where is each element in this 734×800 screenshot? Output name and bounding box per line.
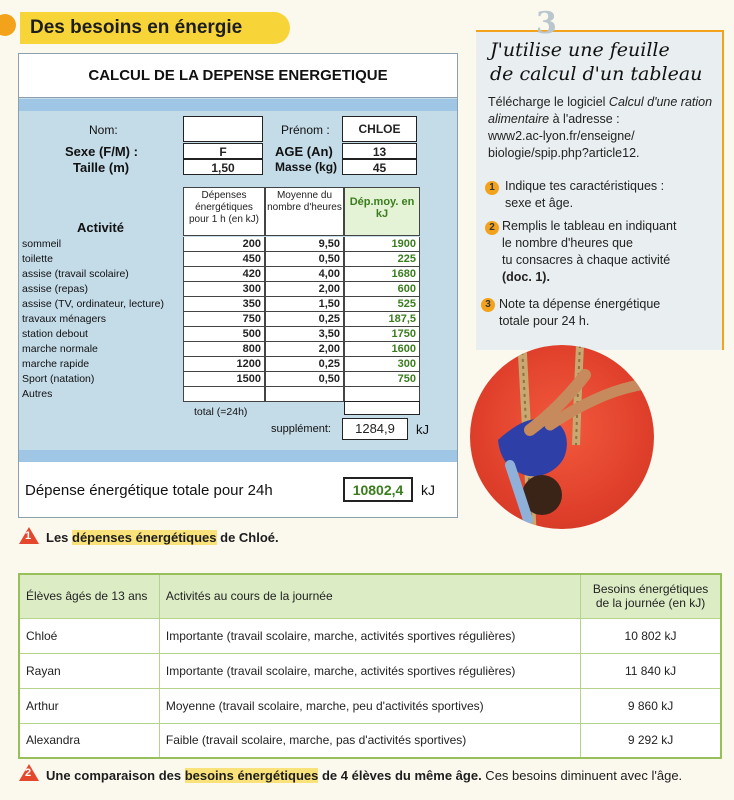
activity-v3-cell[interactable]: 1600: [344, 342, 420, 357]
step-3-bullet: 3: [481, 298, 495, 312]
activity-name: Sport (natation): [22, 373, 95, 385]
step-1-line1: Indique tes caractéristiques :: [505, 179, 665, 193]
step-2-line1: Remplis le tableau en indiquant: [502, 219, 677, 233]
supplement-unit: kJ: [416, 422, 429, 437]
activity-v3-cell[interactable]: 225: [344, 252, 420, 267]
activity-v2-cell[interactable]: 3,50: [265, 327, 344, 342]
activity-name: travaux ménagers: [22, 313, 107, 325]
table-header-activites: Activités au cours de la journée: [159, 574, 580, 618]
activity-v2-cell[interactable]: 1,50: [265, 297, 344, 312]
activity-row: [22, 282, 452, 297]
activity-name: marche rapide: [22, 358, 90, 370]
total-energy-unit: kJ: [421, 482, 435, 498]
step-3-line1: Note ta dépense énergétique: [499, 297, 661, 311]
masse-label: Masse (kg): [275, 160, 338, 174]
sexe-cell[interactable]: F: [183, 143, 263, 159]
nom-label: Nom:: [89, 123, 118, 137]
activity-name: assise (TV, ordinateur, lecture): [22, 298, 165, 310]
sexe-label: Sexe (F/M) :: [65, 144, 138, 159]
activity-v2-cell[interactable]: 0,25: [265, 357, 344, 372]
age-label: AGE (An): [275, 144, 333, 159]
panel-intro-1: Télécharge le logiciel: [488, 95, 606, 109]
activity-row: [22, 267, 452, 282]
gymnast-photo: [470, 345, 654, 529]
total-cell[interactable]: [344, 401, 420, 415]
panel-intro-2: à l'adresse :: [552, 112, 620, 126]
student-name: Arthur: [19, 688, 159, 723]
step-1-bullet: 1: [485, 181, 499, 195]
activity-row: [22, 327, 452, 342]
activity-row: [22, 312, 452, 327]
table-header-eleves: Élèves âgés de 13 ans: [19, 574, 159, 618]
activity-level: Importante (travail scolaire, marche, activités sportives régulières): [159, 618, 580, 653]
activity-name: marche normale: [22, 343, 98, 355]
activity-v1-cell[interactable]: 750: [183, 312, 265, 327]
supplement-value[interactable]: 1284,9: [342, 418, 408, 440]
activity-v3-cell[interactable]: 300: [344, 357, 420, 372]
sheet-stripe: [19, 99, 457, 111]
table-header-besoins: Besoins énergétiques de la journée (en kJ): [581, 574, 721, 618]
step-2-line4: (doc. 1).: [502, 270, 550, 284]
activity-name: assise (repas): [22, 283, 88, 295]
activity-v2-cell[interactable]: 2,00: [265, 342, 344, 357]
activity-v2-cell[interactable]: 0,50: [265, 252, 344, 267]
activity-rows: [19, 237, 457, 407]
activity-v2-cell[interactable]: [265, 387, 344, 402]
activity-v3-cell[interactable]: 187,5: [344, 312, 420, 327]
total-energy-value[interactable]: 10802,4: [343, 477, 413, 502]
panel-title-line2: de calcul d'un tableau: [490, 63, 703, 85]
panel-number: 3: [536, 6, 557, 41]
activity-level: Faible (travail scolaire, marche, pas d'activités sportives): [159, 723, 580, 758]
taille-cell[interactable]: 1,50: [183, 159, 263, 175]
sheet-stripe-bottom: [19, 450, 457, 462]
step-2-line2: le nombre d'heures que: [502, 236, 633, 250]
activity-v1-cell[interactable]: 200: [183, 237, 265, 252]
activity-v3-cell[interactable]: [344, 387, 420, 402]
supplement-label: supplément:: [271, 423, 331, 435]
activity-row: [22, 342, 452, 357]
table-row: [19, 688, 721, 723]
step-1-line2: sexe et âge.: [505, 196, 574, 210]
page-title: Des besoins en énergie: [20, 12, 290, 44]
activity-name: sommeil: [22, 238, 62, 250]
caption-2-highlight: besoins énergétiques: [184, 768, 319, 783]
energy-need: 10 802 kJ: [581, 618, 721, 653]
activity-v3-cell[interactable]: 1680: [344, 267, 420, 282]
panel-url-1[interactable]: www2.ac-lyon.fr/enseigne/: [488, 129, 635, 143]
activity-level: Importante (travail scolaire, marche, activités sportives régulières): [159, 653, 580, 688]
activity-row: [22, 297, 452, 312]
caption-2-number: 2: [25, 767, 32, 779]
total-energy-label: Dépense énergétique totale pour 24h: [25, 482, 273, 499]
energy-need: 9 860 kJ: [581, 688, 721, 723]
activity-row: [22, 372, 452, 387]
caption-2-badge: [19, 764, 39, 781]
step-1-text: [505, 178, 664, 212]
activity-v1-cell[interactable]: 300: [183, 282, 265, 297]
caption-2-post: Ces besoins diminuent avec l'âge.: [481, 768, 683, 783]
activity-v1-cell[interactable]: 420: [183, 267, 265, 282]
comparison-table: [18, 573, 722, 759]
energy-need: 11 840 kJ: [581, 653, 721, 688]
panel-intro-italic: Calcul d'une ration alimentaire: [488, 95, 713, 126]
sheet-title: CALCUL DE LA DEPENSE ENERGETIQUE: [19, 54, 457, 98]
panel-url-2[interactable]: biologie/spip.php?article12.: [488, 146, 640, 160]
activity-v1-cell[interactable]: 500: [183, 327, 265, 342]
taille-label: Taille (m): [73, 160, 130, 175]
table-row: [19, 653, 721, 688]
activity-v2-cell[interactable]: 0,25: [265, 312, 344, 327]
activity-v3-cell[interactable]: 600: [344, 282, 420, 297]
activity-v2-cell[interactable]: 4,00: [265, 267, 344, 282]
activity-name: toilette: [22, 253, 53, 265]
activity-v1-cell[interactable]: 800: [183, 342, 265, 357]
activity-v2-cell[interactable]: 0,50: [265, 372, 344, 387]
activity-v2-cell[interactable]: 9,50: [265, 237, 344, 252]
total-energy-box: [19, 462, 457, 517]
activity-name: assise (travail scolaire): [22, 268, 129, 280]
activity-row: [22, 357, 452, 372]
col3-header: Dép.moy. en kJ: [344, 187, 420, 236]
caption-1-highlight: dépenses énergétiques: [72, 530, 217, 545]
activity-v3-cell[interactable]: 1750: [344, 327, 420, 342]
prenom-label: Prénom :: [281, 123, 330, 137]
activity-v2-cell[interactable]: 2,00: [265, 282, 344, 297]
student-name: Alexandra: [19, 723, 159, 758]
caption-2-pre: Une comparaison des: [46, 768, 185, 783]
activity-name: Autres: [22, 388, 53, 400]
table-row: [19, 723, 721, 758]
step-2-line3: tu consacres à chaque activité: [502, 253, 671, 267]
student-name: Rayan: [19, 653, 159, 688]
activity-v3-cell[interactable]: 750: [344, 372, 420, 387]
caption-1-number: 1: [25, 530, 32, 542]
panel-title: [490, 38, 702, 86]
caption-1-post: de Chloé.: [216, 530, 279, 545]
activity-v1-cell[interactable]: 1200: [183, 357, 265, 372]
activity-v1-cell[interactable]: [183, 387, 265, 402]
prenom-cell[interactable]: CHLOE: [342, 116, 417, 142]
age-cell[interactable]: 13: [342, 143, 417, 159]
step-2-bullet: 2: [485, 221, 499, 235]
nom-cell[interactable]: [183, 116, 263, 142]
activity-level: Moyenne (travail scolaire, marche, peu d'activités sportives): [159, 688, 580, 723]
activity-name: station debout: [22, 328, 88, 340]
table-row: [19, 618, 721, 653]
activite-label: Activité: [77, 220, 124, 235]
activity-v1-cell[interactable]: 1500: [183, 372, 265, 387]
activity-v3-cell[interactable]: 525: [344, 297, 420, 312]
panel-title-line1: J'utilise une feuille: [490, 39, 670, 61]
col2-header: Moyenne du nombre d'heures: [265, 187, 344, 236]
activity-v1-cell[interactable]: 450: [183, 252, 265, 267]
caption-1: [46, 530, 279, 545]
activity-row: [22, 252, 452, 267]
activity-v3-cell[interactable]: 1900: [344, 237, 420, 252]
spreadsheet: [18, 53, 458, 518]
step-2-text: [502, 218, 676, 286]
caption-1-pre: Les: [46, 530, 73, 545]
masse-cell[interactable]: 45: [342, 159, 417, 175]
step-3-line2: totale pour 24 h.: [499, 314, 590, 328]
caption-2-mid: de 4 élèves du même âge.: [318, 768, 482, 783]
caption-2: [46, 768, 682, 783]
activity-row: [22, 387, 452, 402]
panel-intro: [488, 94, 716, 162]
header-bullet: [0, 14, 16, 36]
caption-1-badge: [19, 527, 39, 544]
total-label: total (=24h): [194, 406, 248, 418]
gymnast-illustration-icon: [470, 345, 654, 529]
activity-v1-cell[interactable]: 350: [183, 297, 265, 312]
activity-row: [22, 237, 452, 252]
step-3-text: [499, 296, 660, 330]
energy-need: 9 292 kJ: [581, 723, 721, 758]
student-name: Chloé: [19, 618, 159, 653]
col1-header: Dépenses énergétiques pour 1 h (en kJ): [183, 187, 265, 236]
